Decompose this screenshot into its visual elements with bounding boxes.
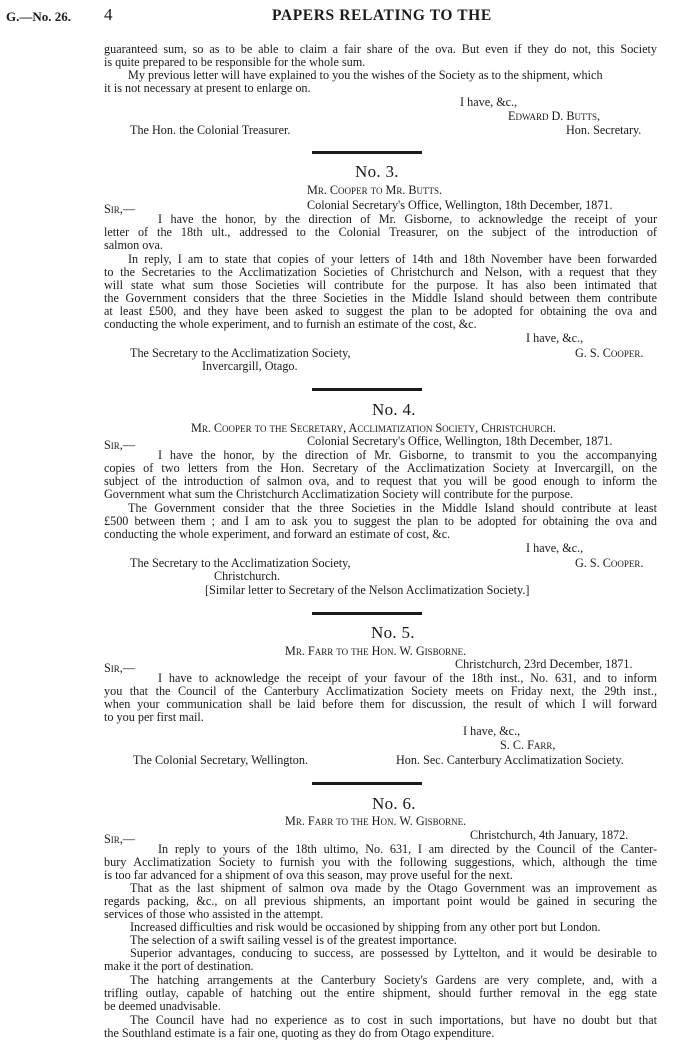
letter-4-note: [Similar letter to Secretary of the Nelson Acclimatization Society.] <box>205 583 530 597</box>
letter-3-line-2: letter of the 18th ult., addressed to the Colonial Treasurer, on the subject of the introduction of <box>104 225 657 239</box>
letter-6-line-4: That as the last shipment of salmon ova made by the Otago Government was an improvement as <box>130 881 657 895</box>
letter-3-line-7: the Government considers that the three Societies in the Middle Island should between them contribute <box>104 291 657 305</box>
letter-4-place-date: Colonial Secretary's Office, Wellington, 18th December, 1871. <box>307 434 613 448</box>
letter-6-line-3: is too far advanced for a shipment of ova this season, may prove useful for the next. <box>104 868 513 882</box>
letter-5-line-2: you that the Council of the Canterbury Acclimatization Society meets on Friday next, the 29th inst., <box>104 684 657 698</box>
top-line-2: is quite prepared to be responsible for the whole sum. <box>104 55 366 69</box>
letter-5-place-date: Christchurch, 23rd December, 1871. <box>455 657 633 671</box>
letter-6-place-date: Christchurch, 4th January, 1872. <box>470 828 629 842</box>
letter-6-line-11: The hatching arrangements at the Canterbury Society's Gardens are very complete, and, with a <box>130 973 657 987</box>
letter-6-line-14: The Council have had no experience as to cost in such importations, but have no doubt but that <box>130 1013 657 1027</box>
letter-3-signer: G. S. Cooper. <box>575 346 644 360</box>
letter-6-line-7: Increased difficulties and risk would be occasioned by shipping from any other port but London. <box>130 920 601 934</box>
letter-4-line-4: Government what sum the Christchurch Acclimatization Society will contribute for the purpose. <box>104 487 574 501</box>
top-signer: Edward D. Butts, <box>508 109 601 123</box>
letter-6-line-2: bury Acclimatization Society to furnish you with the following suggestions, which, although the time <box>104 855 657 869</box>
letter-3-number: No. 3. <box>355 162 399 181</box>
letter-5-signer-title: Hon. Sec. Canterbury Acclimatization Society. <box>396 753 624 767</box>
letter-4-line-2: copies of two letters from the Hon. Secretary of the Acclimatization Society at Invercargill, on the <box>104 461 657 475</box>
letter-4-line-1: I have the honor, by the direction of Mr. Gisborne, to transmit to you the accompanying <box>158 448 657 462</box>
letter-4-recipient: The Secretary to the Acclimatization Society, <box>130 556 351 570</box>
section-divider <box>312 388 422 391</box>
running-title: PAPERS RELATING TO THE <box>272 7 492 24</box>
letter-6-line-13: be deemed unadvisable. <box>104 999 221 1013</box>
letter-6-line-10: make it the port of destination. <box>104 959 254 973</box>
letter-6-line-6: services of those who assisted in the attempt. <box>104 907 324 921</box>
top-recipient: The Hon. the Colonial Treasurer. <box>130 123 291 137</box>
letter-3-line-3: salmon ova. <box>104 238 163 252</box>
letter-5-number: No. 5. <box>371 623 415 642</box>
letter-6-line-12: trifling outlay, capable of hatching out the entire shipment, should further removal in the egg state <box>104 986 657 1000</box>
letter-5-signer: S. C. Farr, <box>500 738 556 752</box>
letter-4-line-7: conducting the whole experiment, and forward an estimate of cost, &c. <box>104 527 451 541</box>
page-number: 4 <box>104 5 113 24</box>
letter-6-number: No. 6. <box>372 794 416 813</box>
letter-4-salutation: Sir,— <box>104 438 136 452</box>
letter-4-heading: Mr. Cooper to the Secretary, Acclimatization Society, Christchurch. <box>191 421 556 435</box>
top-line-1: guaranteed sum, so as to be able to claim a fair share of the ova. But even if they do not, this Society <box>104 42 657 56</box>
section-divider <box>312 782 422 785</box>
letter-3-recipient-place: Invercargill, Otago. <box>202 359 298 373</box>
section-divider <box>312 151 422 154</box>
letter-5-recipient: The Colonial Secretary, Wellington. <box>133 753 309 767</box>
letter-4-line-6: £500 between them ; and I am to ask you to suggest the plan to be adopted for obtaining the ova and <box>104 514 657 528</box>
letter-4-number: No. 4. <box>372 400 416 419</box>
letter-4-signer: G. S. Cooper. <box>575 556 644 570</box>
letter-3-line-4: In reply, I am to state that copies of your letters of 14th and 18th November have been forwarded <box>128 252 657 266</box>
letter-6-heading: Mr. Farr to the Hon. W. Gisborne. <box>285 814 467 828</box>
letter-6-line-5: regards packing, &c., on all previous shipments, an important point would be gained in securing the <box>104 894 657 908</box>
letter-4-recipient-place: Christchurch. <box>214 569 281 583</box>
letter-6-salutation: Sir,— <box>104 832 136 846</box>
letter-6-line-8: The selection of a swift sailing vessel is of the greatest importance. <box>130 933 457 947</box>
letter-5-line-4: to you per first mail. <box>104 710 204 724</box>
top-line-3: My previous letter will have explained to you the wishes of the Society as to the shipment, which <box>128 68 603 82</box>
top-line-4: it is not necessary at present to enlarge on. <box>104 81 311 95</box>
letter-5-heading: Mr. Farr to the Hon. W. Gisborne. <box>285 644 467 658</box>
letter-3-place-date: Colonial Secretary's Office, Wellington, 18th December, 1871. <box>307 198 613 212</box>
letter-6-line-9: Superior advantages, conducing to success, are possessed by Lyttelton, and it would be desirable to <box>130 946 657 960</box>
letter-5-closing: I have, &c., <box>463 724 521 738</box>
letter-5-line-3: when your communication shall be laid before them for discussion, the result of which I will forward <box>104 697 657 711</box>
letter-3-line-6: will state what sum those Societies will contribute for the purpose. It has also been intimated that <box>104 278 657 292</box>
letter-3-line-5: to the Secretaries to the Acclimatization Societies of Christchurch and Nelson, with a request that they <box>104 265 657 279</box>
letter-6-line-1: In reply to yours of the 18th ultimo, No. 631, I am directed by the Council of the Canter- <box>158 842 657 856</box>
letter-5-salutation: Sir,— <box>104 661 136 675</box>
letter-5-line-1: I have to acknowledge the receipt of your favour of the 18th inst., No. 631, and to inform <box>158 671 657 685</box>
letter-3-heading: Mr. Cooper to Mr. Butts. <box>307 183 443 197</box>
letter-3-recipient: The Secretary to the Acclimatization Society, <box>130 346 351 360</box>
letter-3-closing: I have, &c., <box>526 331 584 345</box>
letter-3-line-8: at least £500, and they have been asked to suggest the plan to be adopted for obtaining the ova and <box>104 304 657 318</box>
letter-4-line-5: The Government consider that the three Societies in the Middle Island should contribute at least <box>128 501 657 515</box>
letter-3-line-9: conducting the whole experiment, and to furnish an estimate of the cost, &c. <box>104 317 477 331</box>
letter-4-line-3: subject of the introduction of salmon ova, and to request that you will be good enough to inform the <box>104 474 657 488</box>
section-divider <box>312 612 422 615</box>
letter-3-salutation: Sir,— <box>104 202 136 216</box>
letter-6-line-15: the Southland estimate is a fair one, quoting as they do from Otago expenditure. <box>104 1026 495 1040</box>
letter-3-line-1: I have the honor, by the direction of Mr. Gisborne, to acknowledge the receipt of your <box>158 212 657 226</box>
top-signer-title: Hon. Secretary. <box>566 123 642 137</box>
top-closing: I have, &c., <box>460 95 518 109</box>
letter-4-closing: I have, &c., <box>526 541 584 555</box>
document-reference: G.—No. 26. <box>6 9 71 24</box>
